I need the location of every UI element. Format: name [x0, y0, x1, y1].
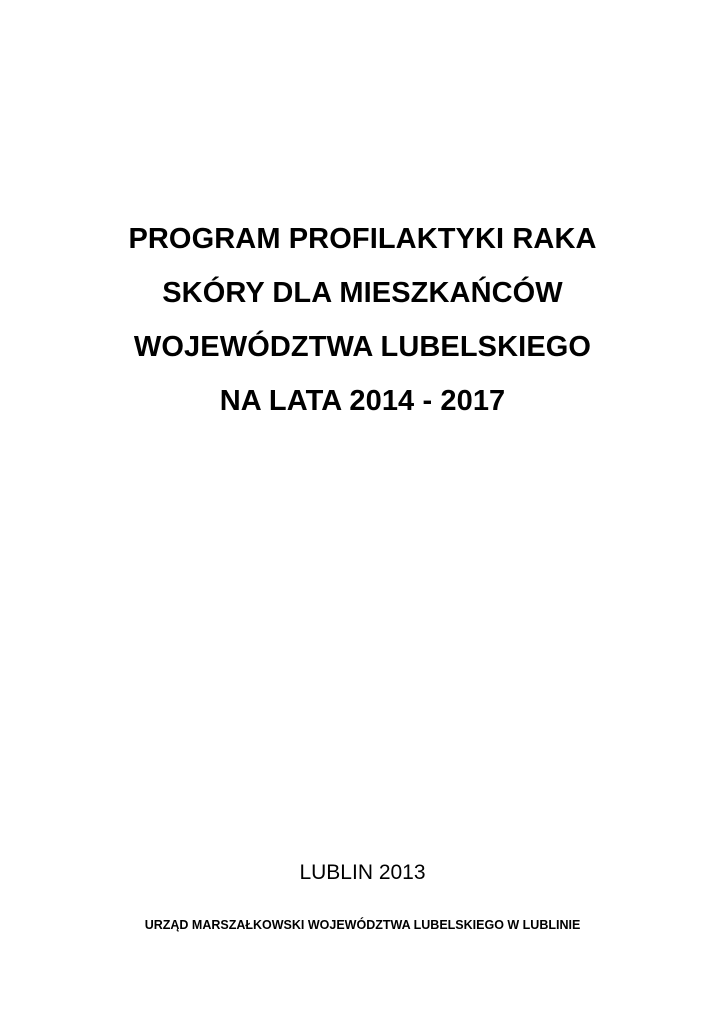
title-line-1: PROGRAM PROFILAKTYKI RAKA [128, 223, 597, 255]
document-title [0, 212, 725, 428]
title-line-4: NA LATA 2014 - 2017 [219, 385, 506, 417]
title-line-2: SKÓRY DLA MIESZKAŃCÓW [162, 277, 563, 309]
title-line-3: WOJEWÓDZTWA LUBELSKIEGO [133, 331, 592, 363]
place-and-year: LUBLIN 2013 [299, 861, 426, 884]
publisher-name: URZĄD MARSZAŁKOWSKI WOJEWÓDZTWA LUBELSKIEGO W LUBLINIE [144, 918, 581, 932]
